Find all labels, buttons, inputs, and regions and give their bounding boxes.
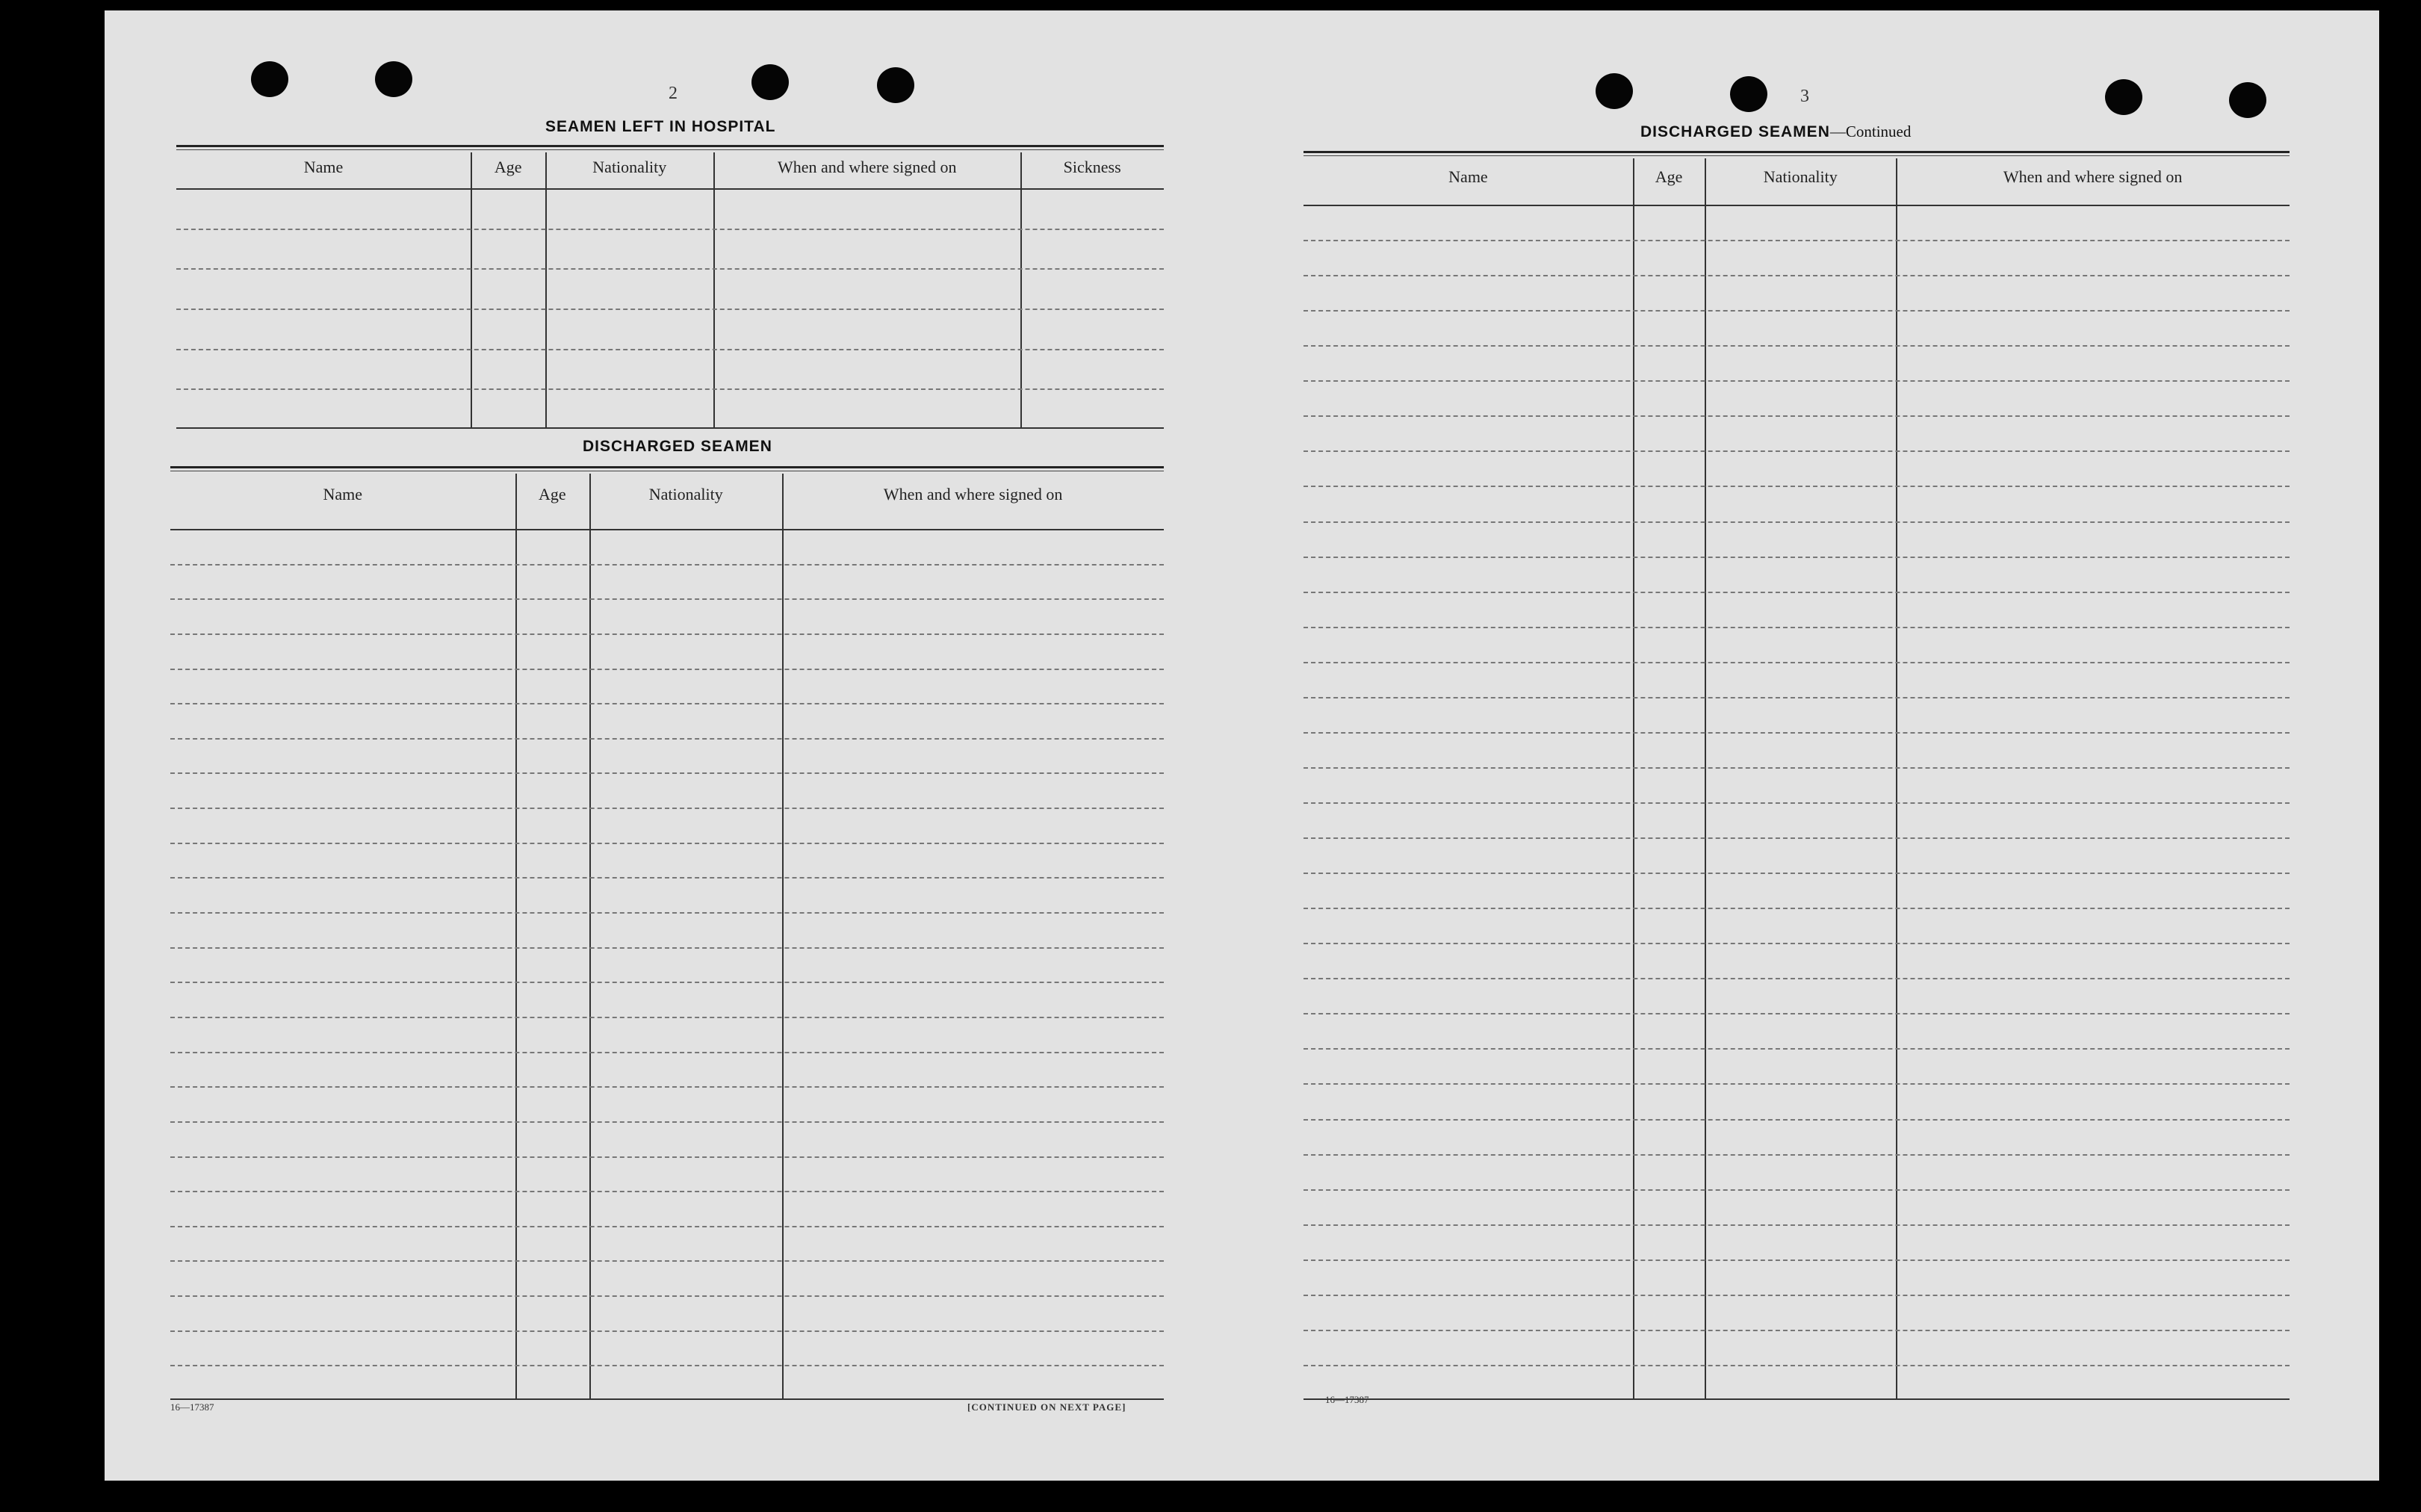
continued-header-when-and-where-signed-on: When and where signed on — [2003, 167, 2183, 186]
page-number-left: 2 — [669, 84, 678, 103]
continued-row-line — [1304, 380, 2290, 382]
hospital-column-separator — [713, 152, 715, 429]
hospital-top-rule-thin — [176, 149, 1164, 150]
discharged-row-line — [170, 1156, 1164, 1158]
discharged-row-line — [170, 1330, 1164, 1332]
hospital-row-line — [176, 349, 1164, 350]
discharged-top-rule — [170, 466, 1164, 468]
discharged-header-line — [170, 529, 1164, 530]
continued-row-line — [1304, 943, 2290, 944]
punch-hole — [2229, 82, 2266, 118]
discharged-row-line — [170, 947, 1164, 949]
discharged-row-line — [170, 1017, 1164, 1018]
discharged-continued-suffix: —Continued — [1829, 123, 1912, 140]
hospital-section-title: SEAMEN LEFT IN HOSPITAL — [545, 118, 776, 135]
discharged-row-line — [170, 1260, 1164, 1262]
continued-row-line — [1304, 662, 2290, 663]
form-number-left: 16—17387 — [170, 1401, 214, 1413]
continued-row-line — [1304, 837, 2290, 839]
page-number-right: 3 — [1800, 87, 1809, 106]
form-number-right: 16—17387 — [1325, 1394, 1369, 1405]
discharged-row-line — [170, 1295, 1164, 1297]
continued-row-line — [1304, 1295, 2290, 1296]
hospital-header-age: Age — [494, 158, 522, 177]
continued-row-line — [1304, 1083, 2290, 1085]
continued-row-line — [1304, 627, 2290, 628]
discharged-row-line — [170, 1121, 1164, 1123]
hospital-column-separator — [471, 152, 472, 429]
discharged-row-line — [170, 738, 1164, 740]
discharged-section-title: DISCHARGED SEAMEN — [583, 438, 772, 455]
continued-row-line — [1304, 1013, 2290, 1014]
continued-top-rule-thin — [1304, 155, 2290, 156]
hospital-header-when-and-where-signed-on: When and where signed on — [777, 158, 957, 177]
hospital-bottom-rule — [176, 427, 1164, 429]
continued-row-line — [1304, 557, 2290, 558]
discharged-row-line — [170, 772, 1164, 774]
continued-row-line — [1304, 592, 2290, 593]
hospital-row-line — [176, 309, 1164, 310]
discharged-header-nationality: Nationality — [648, 485, 723, 504]
punch-hole — [1596, 73, 1633, 109]
discharged-row-line — [170, 669, 1164, 670]
discharged-continued-title — [1640, 123, 1911, 141]
continued-row-line — [1304, 1119, 2290, 1121]
discharged-continued-title-main: DISCHARGED SEAMEN — [1640, 123, 1830, 140]
continued-row-line — [1304, 1330, 2290, 1331]
continued-row-line — [1304, 767, 2290, 769]
discharged-row-line — [170, 1191, 1164, 1192]
discharged-row-line — [170, 633, 1164, 635]
continued-header-age: Age — [1655, 167, 1683, 186]
discharged-row-line — [170, 598, 1164, 600]
continued-header-nationality: Nationality — [1763, 167, 1838, 186]
hospital-column-separator — [545, 152, 547, 429]
discharged-row-line — [170, 703, 1164, 704]
continued-row-line — [1304, 486, 2290, 487]
hospital-column-separator — [1020, 152, 1022, 429]
discharged-header-when-and-where-signed-on: When and where signed on — [883, 485, 1063, 504]
continued-row-line — [1304, 521, 2290, 523]
continued-row-line — [1304, 732, 2290, 734]
discharged-continued-table — [1304, 151, 2290, 1400]
hospital-top-rule — [176, 145, 1164, 147]
continued-row-line — [1304, 908, 2290, 909]
discharged-row-line — [170, 808, 1164, 809]
hospital-header-nationality: Nationality — [592, 158, 667, 177]
continued-row-line — [1304, 345, 2290, 347]
discharged-header-name: Name — [323, 485, 363, 504]
discharged-row-line — [170, 564, 1164, 566]
discharged-table — [170, 466, 1164, 1400]
discharged-row-line — [170, 1365, 1164, 1366]
continued-row-line — [1304, 1189, 2290, 1191]
continued-row-line — [1304, 1260, 2290, 1261]
discharged-row-line — [170, 843, 1164, 844]
hospital-table — [176, 145, 1164, 429]
discharged-row-line — [170, 1052, 1164, 1053]
discharged-row-line — [170, 1226, 1164, 1227]
discharged-row-line — [170, 877, 1164, 879]
continued-row-line — [1304, 1224, 2290, 1226]
continued-row-line — [1304, 978, 2290, 979]
continued-top-rule — [1304, 151, 2290, 153]
punch-hole — [877, 67, 914, 103]
punch-hole — [1730, 76, 1767, 112]
continued-bottom-rule — [1304, 1398, 2290, 1400]
continued-row-line — [1304, 1154, 2290, 1156]
hospital-header-name: Name — [303, 158, 344, 177]
continued-row-line — [1304, 415, 2290, 417]
punch-hole — [251, 61, 288, 97]
continued-row-line — [1304, 697, 2290, 698]
hospital-row-line — [176, 229, 1164, 230]
discharged-row-line — [170, 982, 1164, 983]
continued-row-line — [1304, 450, 2290, 452]
hospital-header-sickness: Sickness — [1063, 158, 1121, 177]
continued-row-line — [1304, 802, 2290, 804]
continued-row-line — [1304, 240, 2290, 241]
discharged-bottom-rule — [170, 1398, 1164, 1400]
continued-row-line — [1304, 1048, 2290, 1050]
continued-row-line — [1304, 1365, 2290, 1366]
hospital-row-line — [176, 268, 1164, 270]
punch-hole — [2105, 79, 2142, 115]
hospital-row-line — [176, 388, 1164, 390]
discharged-row-line — [170, 912, 1164, 914]
continued-header-line — [1304, 205, 2290, 206]
ledger-sheet — [105, 10, 2379, 1481]
continued-note: [CONTINUED ON NEXT PAGE] — [967, 1401, 1126, 1413]
punch-hole — [375, 61, 412, 97]
continued-row-line — [1304, 275, 2290, 276]
continued-row-line — [1304, 310, 2290, 312]
continued-header-name: Name — [1448, 167, 1488, 186]
hospital-header-line — [176, 188, 1164, 190]
continued-row-line — [1304, 873, 2290, 874]
discharged-header-age: Age — [539, 485, 566, 504]
discharged-row-line — [170, 1086, 1164, 1088]
punch-hole — [751, 64, 789, 100]
